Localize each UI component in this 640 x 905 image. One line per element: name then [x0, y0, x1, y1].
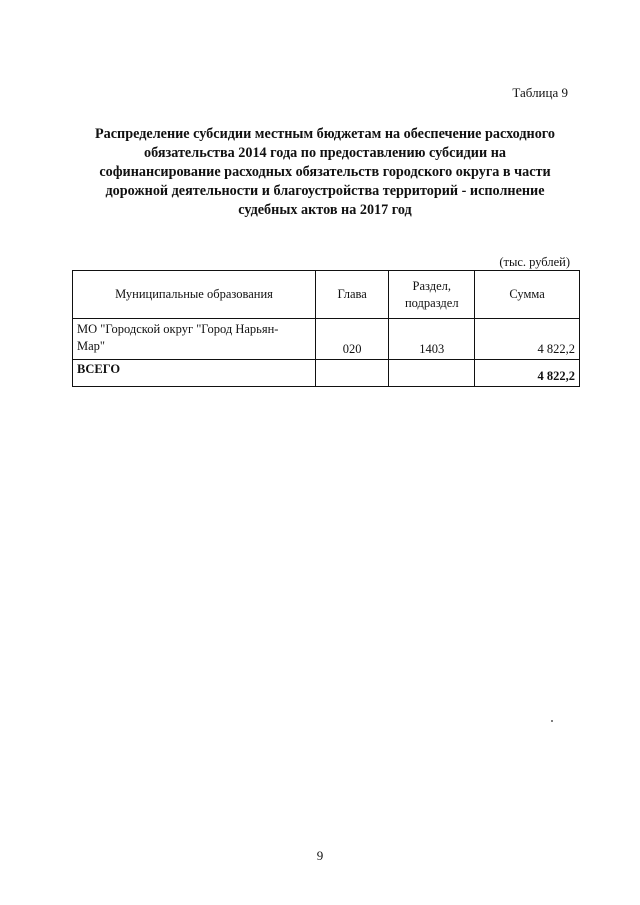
header-sum: Сумма: [475, 271, 580, 319]
municipality-line: МО "Городской округ "Город Нарьян-: [77, 322, 279, 336]
table-number-label: Таблица 9: [512, 85, 568, 100]
title-line: дорожной деятельности и благоустройства территорий - исполнение: [105, 183, 545, 199]
table-row: [73, 319, 580, 360]
title-line: софинансирование расходных обязательств городского округа в части: [99, 164, 551, 180]
header-razdel: [389, 271, 475, 319]
cell-glava: 020: [316, 319, 389, 360]
document-title: [60, 125, 590, 220]
subsidy-table: [72, 270, 580, 387]
title-line: обязательства 2014 года по предоставлению субсидии на: [144, 145, 506, 161]
header-razdel-line: подраздел: [404, 295, 459, 310]
header-glava: Глава: [316, 271, 389, 319]
header-razdel-line: Раздел,: [412, 278, 452, 293]
scan-speck: [551, 720, 553, 722]
table-header-row: [73, 271, 580, 319]
total-razdel-empty: [389, 360, 475, 387]
table-total-row: [73, 360, 580, 387]
total-glava-empty: [316, 360, 389, 387]
header-municipality: Муниципальные образования: [73, 271, 316, 319]
municipality-line: Мар": [77, 339, 106, 353]
cell-municipality: [73, 319, 316, 360]
cell-sum: 4 822,2: [475, 319, 580, 360]
title-line: судебных актов на 2017 год: [238, 202, 412, 218]
total-label: ВСЕГО: [73, 360, 316, 387]
total-sum: 4 822,2: [475, 360, 580, 387]
cell-razdel: 1403: [389, 319, 475, 360]
title-line: Распределение субсидии местным бюджетам на обеспечение расходного: [95, 126, 555, 142]
page-number: 9: [316, 848, 324, 863]
units-note: (тыс. рублей): [499, 255, 570, 269]
